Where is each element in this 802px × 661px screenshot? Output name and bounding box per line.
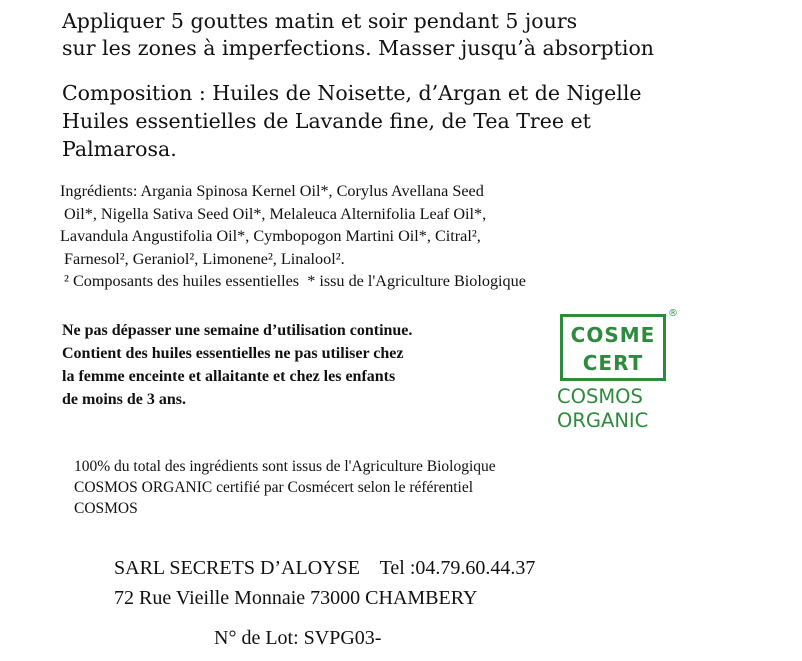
logo-line-1: COSME (570, 323, 656, 347)
logo-sub-1: COSMOS (557, 385, 643, 408)
certification-line: 100% du total des ingrédients sont issus de l'Agriculture Biologique (74, 458, 496, 475)
usage-line: Appliquer 5 gouttes matin et soir pendant 5 jours (62, 9, 578, 33)
logo-line-2: CERT (582, 351, 644, 375)
ingredients-line: Farnesol², Geraniol², Limonene², Linalool². (60, 249, 345, 268)
ingredients-footnote: ² Composants des huiles essentielles * issu de l'Agriculture Biologique (60, 272, 526, 290)
logo-box (560, 314, 666, 381)
company-address: 72 Rue Vieille Monnaie 73000 CHAMBERY (114, 587, 478, 609)
warning-line: la femme enceinte et allaitante et chez les enfants (62, 368, 396, 385)
lot-number: N° de Lot: SVPG03- (214, 627, 382, 649)
composition-line: Composition : Huiles de Noisette, d’Argan et de Nigelle (62, 81, 642, 105)
warning-line: Contient des huiles essentielles ne pas utiliser chez (62, 345, 404, 362)
certification-line: COSMOS ORGANIC certifié par Cosmécert selon le référentiel (74, 479, 474, 496)
ingredients-list (60, 180, 526, 293)
company-info (114, 553, 535, 613)
composition-line: Palmarosa. (62, 137, 177, 161)
ingredients-line: Ingrédients: Argania Spinosa Kernel Oil*, Corylus Avellana Seed (60, 182, 484, 200)
logo-sub-2: ORGANIC (557, 409, 649, 432)
warning-notice (62, 319, 412, 411)
usage-instructions (62, 8, 654, 62)
certification-line: COSMOS (74, 500, 138, 517)
registered-mark: ® (668, 308, 678, 319)
composition-line: Huiles essentielles de Lavande fine, de Tea Tree et (62, 109, 591, 133)
ingredients-line: Oil*, Nigella Sativa Seed Oil*, Melaleuca Alternifolia Leaf Oil*, (60, 204, 487, 223)
composition (62, 79, 642, 163)
certification-statement (74, 456, 496, 519)
company-line: SARL SECRETS D’ALOYSE Tel :04.79.60.44.37 (114, 557, 536, 579)
ingredients-line: Lavandula Angustifolia Oil*, Cymbopogon Martini Oil*, Citral², (60, 227, 481, 245)
logo-subtitle (557, 385, 648, 433)
cosmecert-logo (555, 308, 690, 436)
usage-line: sur les zones à imperfections. Masser jusqu’à absorption (62, 36, 654, 60)
warning-line: de moins de 3 ans. (62, 391, 187, 408)
warning-line: Ne pas dépasser une semaine d’utilisation continue. (62, 322, 413, 339)
